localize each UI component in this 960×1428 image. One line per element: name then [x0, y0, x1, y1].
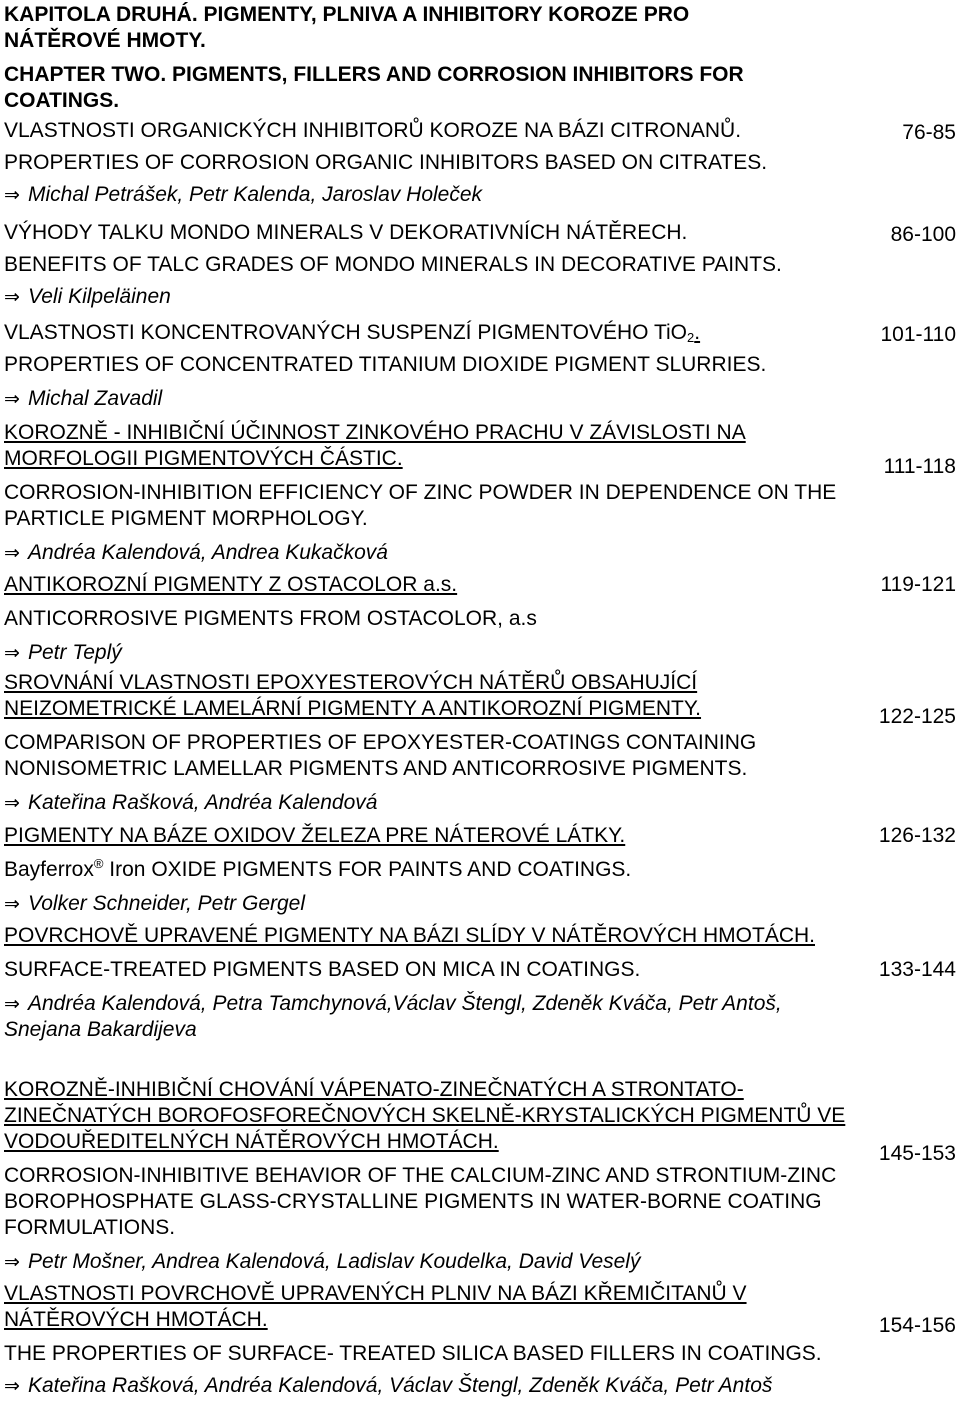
arrow-right-icon: ⇒	[4, 542, 20, 564]
toc-entry[interactable]	[4, 320, 960, 412]
entry-title-cz	[4, 320, 864, 346]
toc-entry[interactable]	[4, 572, 960, 666]
arrow-right-icon: ⇒	[4, 1251, 20, 1273]
authors-text: Volker Schneider, Petr Gergel	[28, 892, 306, 915]
arrow-right-icon: ⇒	[4, 792, 20, 814]
authors-text: Michal Zavadil	[28, 387, 163, 410]
arrow-right-icon: ⇒	[4, 1375, 20, 1397]
entry-title-cz: VLASTNOSTI POVRCHOVĚ UPRAVENÝCH PLNIV NA BÁZI KŘEMIČITANŮ V NÁTĚROVÝCH HMOTÁCH.	[4, 1282, 747, 1331]
authors-text: Andréa Kalendová, Petra Tamchynová,Václav Štengl, Zdeněk Kváča, Petr Antoš, Snejana Bakardijeva	[4, 992, 782, 1041]
authors-text: Kateřina Rašková, Andréa Kalendová	[28, 791, 378, 814]
toc-entry[interactable]	[4, 823, 960, 917]
entry-authors	[4, 386, 864, 412]
arrow-right-icon: ⇒	[4, 993, 20, 1015]
title-cz-period: .	[694, 321, 701, 344]
entry-title-cz: PIGMENTY NA BÁZE OXIDOV ŽELEZA PRE NÁTEROVÉ LÁTKY.	[4, 824, 626, 847]
toc-entry[interactable]	[4, 220, 960, 310]
entry-authors	[4, 991, 864, 1043]
toc-entry[interactable]	[4, 670, 960, 816]
entry-title-en: SURFACE-TREATED PIGMENTS BASED ON MICA IN COATINGS.	[4, 958, 641, 981]
page-range: 126-132	[878, 824, 956, 847]
page-range: 101-110	[880, 323, 956, 346]
entry-title-en: COMPARISON OF PROPERTIES OF EPOXYESTER-COATINGS CONTAINING NONISOMETRIC LAMELLAR PIGMENTS AND ANTICORROSIVE PIGMENTS.	[4, 731, 757, 780]
title-cz-text: VLASTNOSTI KONCENTROVANÝCH SUSPENZÍ PIGMENTOVÉHO TiO	[4, 321, 687, 344]
authors-text: Michal Petrášek, Petr Kalenda, Jaroslav Holeček	[28, 183, 483, 206]
arrow-right-icon: ⇒	[4, 642, 20, 664]
entry-title-cz: VÝHODY TALKU MONDO MINERALS V DEKORATIVNÍCH NÁTĚRECH.	[4, 221, 688, 244]
chapter-title-en: CHAPTER TWO. PIGMENTS, FILLERS AND CORROSION INHIBITORS FOR COATINGS.	[4, 63, 744, 112]
authors-text: Petr Mošner, Andrea Kalendová, Ladislav Koudelka, David Veselý	[28, 1250, 641, 1273]
entry-title-en: PROPERTIES OF CORROSION ORGANIC INHIBITORS BASED ON CITRATES.	[4, 151, 768, 174]
entry-title-en: THE PROPERTIES OF SURFACE- TREATED SILICA BASED FILLERS IN COATINGS.	[4, 1342, 822, 1365]
authors-text: Kateřina Rašková, Andréa Kalendová, Václav Štengl, Zdeněk Kváča, Petr Antoš	[28, 1374, 773, 1397]
entry-title-cz: KOROZNĚ - INHIBIČNÍ ÚČINNOST ZINKOVÉHO PRACHU V ZÁVISLOSTI NA MORFOLOGII PIGMENTOVÝCH ČÁSTIC.	[4, 421, 746, 470]
entry-authors	[4, 540, 864, 566]
entry-authors	[4, 1249, 864, 1275]
page-range: 145-153	[878, 1142, 956, 1165]
entry-title-cz: POVRCHOVĚ UPRAVENÉ PIGMENTY NA BÁZI SLÍDY V NÁTĚROVÝCH HMOTÁCH.	[4, 924, 815, 947]
entry-title-en: ANTICORROSIVE PIGMENTS FROM OSTACOLOR, a.s	[4, 607, 537, 630]
entry-authors	[4, 891, 864, 917]
entry-title-en: CORROSION-INHIBITIVE BEHAVIOR OF THE CALCIUM-ZINC AND STRONTIUM-ZINC BOROPHOSPHATE GLASS-CRYSTALLINE PIGMENTS IN WATER-BORNE COATING FORMULATIONS.	[4, 1164, 837, 1239]
toc-entry[interactable]	[4, 1281, 960, 1399]
entry-title-cz: ANTIKOROZNÍ PIGMENTY Z OSTACOLOR a.s.	[4, 573, 458, 596]
page-range: 119-121	[880, 573, 956, 596]
arrow-right-icon: ⇒	[4, 893, 20, 915]
authors-text: Andréa Kalendová, Andrea Kukačková	[28, 541, 388, 564]
entry-title-en: PROPERTIES OF CONCENTRATED TITANIUM DIOXIDE PIGMENT SLURRIES.	[4, 353, 767, 376]
entry-authors	[4, 790, 864, 816]
title-en-text: Iron OXIDE PIGMENTS FOR PAINTS AND COATINGS.	[103, 858, 632, 881]
toc-entry[interactable]	[4, 118, 960, 208]
entry-authors	[4, 182, 864, 208]
registered-mark: ®	[93, 856, 104, 871]
page-range: 133-144	[878, 958, 956, 981]
toc-entry[interactable]	[4, 923, 960, 1043]
entry-authors	[4, 284, 864, 310]
entry-authors	[4, 1373, 864, 1399]
entry-title-en: CORROSION-INHIBITION EFFICIENCY OF ZINC POWDER IN DEPENDENCE ON THE PARTICLE PIGMENT MORPHOLOGY.	[4, 481, 837, 530]
entry-title-en: BENEFITS OF TALC GRADES OF MONDO MINERALS IN DECORATIVE PAINTS.	[4, 253, 782, 276]
entry-title-en	[4, 857, 864, 883]
authors-text: Veli Kilpeläinen	[28, 285, 171, 308]
authors-text: Petr Teplý	[28, 641, 122, 664]
subscript-2: 2	[687, 330, 695, 345]
page-range: 111-118	[883, 455, 956, 478]
brand-name: Bayferrox	[4, 858, 94, 881]
chapter-title-cz: KAPITOLA DRUHÁ. PIGMENTY, PLNIVA A INHIBITORY KOROZE PRO NÁTĚROVÉ HMOTY.	[4, 3, 690, 52]
toc-entry[interactable]	[4, 420, 960, 566]
page-range: 154-156	[878, 1314, 956, 1337]
page-range: 76-85	[902, 121, 956, 144]
arrow-right-icon: ⇒	[4, 286, 20, 308]
entry-title-cz: SROVNÁNÍ VLASTNOSTI EPOXYESTEROVÝCH NÁTĚRŮ OBSAHUJÍCÍ NEIZOMETRICKÉ LAMELÁRNÍ PIGMENTY A ANTIKOROZNÍ PIGMENTY.	[4, 671, 702, 720]
entry-title-cz: VLASTNOSTI ORGANICKÝCH INHIBITORŮ KOROZE NA BÁZI CITRONANŮ.	[4, 119, 742, 142]
arrow-right-icon: ⇒	[4, 184, 20, 206]
toc-entry[interactable]	[4, 1077, 960, 1275]
arrow-right-icon: ⇒	[4, 388, 20, 410]
entry-title-cz: KOROZNĚ-INHIBIČNÍ CHOVÁNÍ VÁPENATO-ZINEČNATÝCH A STRONTATO-ZINEČNATÝCH BOROFOSFOREČNOVÝCH SKELNĚ-KRYSTALICKÝCH PIGMENTŮ VE VODOUŘEDITELNÝCH NÁTĚROVÝCH HMOTÁCH.	[4, 1078, 846, 1153]
page-range: 122-125	[878, 705, 956, 728]
page-range: 86-100	[890, 223, 956, 246]
entry-authors	[4, 640, 864, 666]
